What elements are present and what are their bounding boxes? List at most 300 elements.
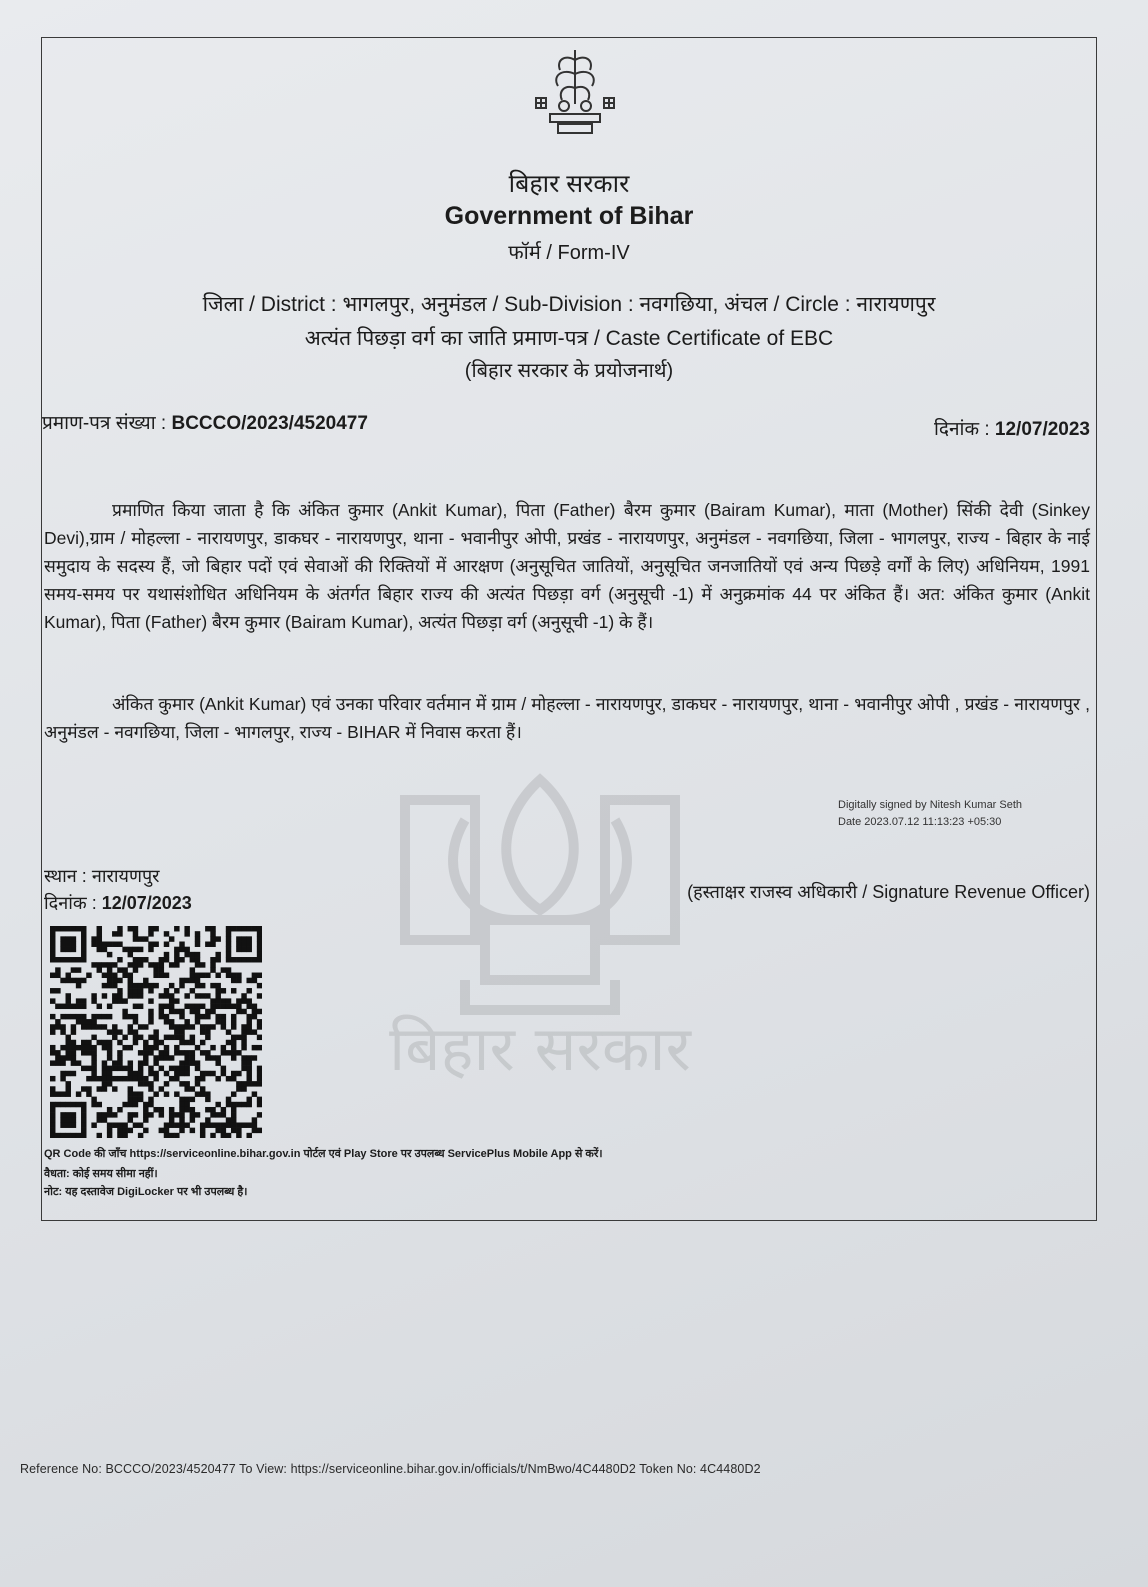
- qr-module: [138, 983, 143, 988]
- qr-module: [60, 1045, 65, 1050]
- qr-module: [210, 1122, 215, 1127]
- certificate-number: [42, 409, 368, 435]
- qr-module: [97, 1117, 102, 1122]
- qr-module: [164, 993, 169, 998]
- qr-module: [71, 967, 76, 972]
- qr-module: [128, 1086, 133, 1091]
- qr-module: [153, 1055, 158, 1060]
- qr-module: [60, 1133, 65, 1138]
- qr-module: [215, 993, 220, 998]
- qr-module: [190, 1128, 195, 1133]
- qr-module: [60, 1029, 65, 1034]
- qr-module: [66, 1102, 71, 1107]
- qr-module: [128, 952, 133, 957]
- qr-module: [231, 988, 236, 993]
- qr-module: [107, 1107, 112, 1112]
- qr-module: [133, 1004, 138, 1009]
- qr-module: [246, 1055, 251, 1060]
- qr-module: [112, 998, 117, 1003]
- qr-module: [148, 1102, 153, 1107]
- qr-module: [112, 1024, 117, 1029]
- qr-module: [60, 1024, 65, 1029]
- qr-module: [252, 1055, 257, 1060]
- qr-module: [200, 993, 205, 998]
- qr-module: [200, 1128, 205, 1133]
- qr-module: [107, 1112, 112, 1117]
- qr-module: [257, 993, 262, 998]
- qr-module: [231, 1076, 236, 1081]
- qr-module: [76, 957, 81, 962]
- government-name-hindi: बिहार सरकार: [508, 170, 630, 198]
- qr-module: [86, 1040, 91, 1045]
- qr-module: [174, 947, 179, 952]
- qr-module: [112, 1112, 117, 1117]
- qr-module: [91, 1071, 96, 1076]
- qr-module: [257, 926, 262, 931]
- qr-module: [128, 988, 133, 993]
- qr-module: [195, 1019, 200, 1024]
- qr-module: [184, 1107, 189, 1112]
- qr-module: [102, 1071, 107, 1076]
- qr-module: [66, 998, 71, 1003]
- qr-module: [91, 998, 96, 1003]
- qr-module: [190, 1117, 195, 1122]
- qr-module: [200, 962, 205, 967]
- qr-module: [148, 1014, 153, 1019]
- qr-module: [226, 973, 231, 978]
- qr-module: [195, 931, 200, 936]
- qr-module: [190, 973, 195, 978]
- qr-module: [241, 936, 246, 941]
- qr-module: [128, 1097, 133, 1102]
- qr-module: [117, 1066, 122, 1071]
- qr-module: [174, 1009, 179, 1014]
- qr-module: [236, 1128, 241, 1133]
- qr-module: [159, 1086, 164, 1091]
- qr-module: [102, 1086, 107, 1091]
- qr-module: [128, 983, 133, 988]
- qr-module: [107, 1122, 112, 1127]
- qr-module: [71, 1133, 76, 1138]
- qr-module: [76, 1014, 81, 1019]
- qr-module: [122, 973, 127, 978]
- qr-module: [174, 1076, 179, 1081]
- qr-module: [148, 1112, 153, 1117]
- qr-module: [221, 1107, 226, 1112]
- qr-module: [50, 931, 55, 936]
- qr-module: [97, 1102, 102, 1107]
- qr-module: [107, 952, 112, 957]
- qr-module: [76, 998, 81, 1003]
- qr-module: [112, 973, 117, 978]
- qr-module: [91, 1024, 96, 1029]
- qr-module: [215, 998, 220, 1003]
- qr-module: [257, 931, 262, 936]
- qr-module: [200, 1014, 205, 1019]
- qr-module: [221, 1045, 226, 1050]
- qr-module: [107, 1004, 112, 1009]
- qr-module: [117, 957, 122, 962]
- qr-module: [91, 1122, 96, 1127]
- qr-module: [148, 1009, 153, 1014]
- qr-module: [60, 1076, 65, 1081]
- qr-module: [236, 1102, 241, 1107]
- digilocker-note: नोट: यह दस्तावेज DigiLocker पर भी उपलब्ध है।: [44, 1186, 248, 1198]
- qr-module: [55, 1050, 60, 1055]
- qr-module: [226, 1029, 231, 1034]
- qr-module: [153, 1091, 158, 1096]
- qr-module: [195, 952, 200, 957]
- government-name-english: Government of Bihar: [444, 202, 694, 230]
- qr-module: [71, 978, 76, 983]
- qr-module: [117, 1107, 122, 1112]
- qr-module: [71, 1050, 76, 1055]
- certificate-number-value: BCCCO/2023/4520477: [171, 413, 368, 434]
- watermark-text: बिहार सरकार: [389, 1012, 691, 1085]
- qr-module: [231, 1071, 236, 1076]
- qr-module: [97, 967, 102, 972]
- qr-module: [205, 926, 210, 931]
- qr-module: [231, 1112, 236, 1117]
- qr-module: [50, 1128, 55, 1133]
- qr-module: [205, 1055, 210, 1060]
- qr-module: [71, 947, 76, 952]
- qr-module: [174, 1071, 179, 1076]
- qr-module: [148, 942, 153, 947]
- qr-module: [71, 1045, 76, 1050]
- certificate-body-paragraph-2: अंकित कुमार (Ankit Kumar) एवं उनका परिवार वर्तमान में ग्राम / मोहल्ला - नारायणपुर, डाकघर - नारायणपुर, थाना - भवानीपुर ओपी , प्रखंड - नारायणपुर , अनुमंडल - नवगछिया, जिला - भागलपुर, राज्य - BIHAR में निवास करता हैं।: [44, 694, 1090, 742]
- qr-module: [159, 962, 164, 967]
- qr-module: [102, 1045, 107, 1050]
- qr-module: [76, 1045, 81, 1050]
- qr-module: [117, 1055, 122, 1060]
- qr-module: [91, 993, 96, 998]
- qr-module: [71, 1102, 76, 1107]
- qr-module: [174, 957, 179, 962]
- qr-module: [86, 1076, 91, 1081]
- qr-module: [97, 1076, 102, 1081]
- qr-module: [231, 1117, 236, 1122]
- qr-module: [210, 1055, 215, 1060]
- qr-module: [50, 957, 55, 962]
- qr-module: [153, 1045, 158, 1050]
- qr-module: [241, 1086, 246, 1091]
- qr-module: [221, 967, 226, 972]
- qr-module: [50, 1050, 55, 1055]
- qr-module: [91, 1055, 96, 1060]
- qr-module: [66, 947, 71, 952]
- place-line: [44, 864, 160, 888]
- qr-module: [128, 1024, 133, 1029]
- qr-module: [148, 947, 153, 952]
- qr-module: [215, 1128, 220, 1133]
- qr-module: [195, 1060, 200, 1065]
- qr-module: [246, 1004, 251, 1009]
- qr-module: [50, 1122, 55, 1127]
- place-date-line: [44, 891, 192, 915]
- qr-module: [76, 967, 81, 972]
- qr-module: [102, 1117, 107, 1122]
- qr-module: [50, 1060, 55, 1065]
- qr-module: [117, 931, 122, 936]
- qr-module: [210, 1004, 215, 1009]
- qr-module: [226, 998, 231, 1003]
- qr-module: [236, 978, 241, 983]
- qr-module: [205, 1107, 210, 1112]
- qr-module: [179, 1128, 184, 1133]
- qr-module: [246, 1066, 251, 1071]
- place-date-label: दिनांक :: [44, 893, 97, 913]
- qr-module: [205, 1097, 210, 1102]
- qr-module: [91, 1066, 96, 1071]
- qr-module: [66, 1050, 71, 1055]
- qr-module: [164, 1091, 169, 1096]
- qr-module: [122, 1133, 127, 1138]
- qr-module: [190, 1112, 195, 1117]
- qr-module: [122, 998, 127, 1003]
- qr-module: [76, 1019, 81, 1024]
- qr-module: [205, 1091, 210, 1096]
- qr-module: [50, 1091, 55, 1096]
- qr-module: [236, 957, 241, 962]
- qr-module: [169, 1009, 174, 1014]
- qr-module: [133, 926, 138, 931]
- reference-line: Reference No: BCCCO/2023/4520477 To View: https://serviceonline.bihar.gov.in/officials/t/NmBwo/4C4480D2 Token No: 4C4480D2: [20, 1462, 761, 1476]
- qr-module: [50, 1076, 55, 1081]
- qr-module: [66, 936, 71, 941]
- qr-module: [86, 1019, 91, 1024]
- qr-module: [71, 1024, 76, 1029]
- qr-module: [81, 1040, 86, 1045]
- qr-module: [184, 952, 189, 957]
- certificate-title: अत्यंत पिछड़ा वर्ग का जाति प्रमाण-पत्र / Caste Certificate of EBC: [304, 327, 834, 350]
- qr-module: [195, 973, 200, 978]
- qr-module: [60, 1060, 65, 1065]
- qr-module: [50, 998, 55, 1003]
- qr-module: [81, 1133, 86, 1138]
- qr-module: [174, 998, 179, 1003]
- qr-module: [226, 1050, 231, 1055]
- qr-module: [81, 936, 86, 941]
- qr-module: [241, 1024, 246, 1029]
- qr-module: [226, 947, 231, 952]
- qr-module: [179, 1102, 184, 1107]
- qr-module: [169, 1019, 174, 1024]
- qr-module: [226, 1004, 231, 1009]
- qr-module: [133, 967, 138, 972]
- qr-module: [107, 1029, 112, 1034]
- qr-module: [205, 1117, 210, 1122]
- qr-module: [133, 936, 138, 941]
- qr-module: [133, 1019, 138, 1024]
- qr-module: [236, 1004, 241, 1009]
- qr-module: [252, 1029, 257, 1034]
- qr-module: [164, 1014, 169, 1019]
- qr-module: [164, 952, 169, 957]
- qr-module: [179, 1066, 184, 1071]
- qr-module: [128, 973, 133, 978]
- qr-module: [107, 1045, 112, 1050]
- qr-module: [128, 993, 133, 998]
- qr-module: [86, 1091, 91, 1096]
- qr-module: [128, 1029, 133, 1034]
- qr-module: [128, 1117, 133, 1122]
- qr-module: [174, 1122, 179, 1127]
- qr-module: [122, 1102, 127, 1107]
- qr-module: [50, 988, 55, 993]
- qr-module: [55, 973, 60, 978]
- qr-module: [231, 973, 236, 978]
- qr-module: [169, 998, 174, 1003]
- qr-module: [66, 1112, 71, 1117]
- qr-module: [81, 1112, 86, 1117]
- qr-module: [50, 1024, 55, 1029]
- qr-module: [55, 1004, 60, 1009]
- qr-module: [221, 1014, 226, 1019]
- qr-module: [169, 936, 174, 941]
- qr-module: [174, 1112, 179, 1117]
- qr-module: [55, 988, 60, 993]
- qr-module: [226, 931, 231, 936]
- digital-signature-date: Date 2023.07.12 11:13:23 +05:30: [838, 816, 1002, 828]
- qr-module: [117, 1050, 122, 1055]
- qr-module: [81, 1122, 86, 1127]
- qr-module: [231, 1128, 236, 1133]
- qr-module: [55, 967, 60, 972]
- qr-module: [91, 1050, 96, 1055]
- qr-module: [133, 1122, 138, 1127]
- qr-module: [153, 1060, 158, 1065]
- qr-module: [210, 942, 215, 947]
- qr-module: [241, 1045, 246, 1050]
- qr-module: [241, 947, 246, 952]
- verification-qr-code[interactable]: [50, 926, 262, 1138]
- qr-module: [133, 1035, 138, 1040]
- qr-module: [184, 1019, 189, 1024]
- qr-module: [159, 1112, 164, 1117]
- qr-module: [128, 1112, 133, 1117]
- qr-module: [184, 1040, 189, 1045]
- qr-module: [128, 1066, 133, 1071]
- qr-module: [81, 957, 86, 962]
- qr-module: [133, 1029, 138, 1034]
- qr-module: [246, 1060, 251, 1065]
- qr-module: [252, 1081, 257, 1086]
- qr-module: [107, 1081, 112, 1086]
- qr-module: [164, 1004, 169, 1009]
- qr-module: [60, 1102, 65, 1107]
- qr-module: [133, 1071, 138, 1076]
- qr-module: [122, 1076, 127, 1081]
- qr-module: [184, 1055, 189, 1060]
- qr-module: [50, 1133, 55, 1138]
- qr-module: [246, 957, 251, 962]
- qr-module: [221, 1066, 226, 1071]
- qr-module: [138, 1035, 143, 1040]
- bihar-emblem-watermark: [345, 760, 735, 1090]
- qr-module: [133, 1112, 138, 1117]
- qr-module: [128, 926, 133, 931]
- qr-module: [236, 1035, 241, 1040]
- qr-module: [190, 1050, 195, 1055]
- qr-module: [143, 978, 148, 983]
- qr-module: [164, 1035, 169, 1040]
- qr-module: [128, 1060, 133, 1065]
- qr-module: [246, 942, 251, 947]
- qr-module: [60, 1004, 65, 1009]
- qr-module: [81, 1024, 86, 1029]
- qr-module: [133, 1040, 138, 1045]
- qr-module: [122, 1035, 127, 1040]
- qr-module: [246, 1102, 251, 1107]
- qr-module: [71, 1014, 76, 1019]
- qr-module: [241, 1122, 246, 1127]
- qr-module: [215, 988, 220, 993]
- qr-module: [112, 1029, 117, 1034]
- qr-module: [169, 983, 174, 988]
- qr-module: [122, 1009, 127, 1014]
- qr-module: [190, 952, 195, 957]
- qr-module: [246, 1076, 251, 1081]
- qr-module: [195, 983, 200, 988]
- qr-module: [66, 926, 71, 931]
- qr-module: [50, 1086, 55, 1091]
- qr-module: [236, 1086, 241, 1091]
- qr-module: [210, 1009, 215, 1014]
- qr-module: [76, 1102, 81, 1107]
- qr-module: [148, 1035, 153, 1040]
- qr-module: [128, 1102, 133, 1107]
- qr-module: [143, 936, 148, 941]
- qr-module: [128, 947, 133, 952]
- qr-module: [195, 1045, 200, 1050]
- qr-module: [190, 1004, 195, 1009]
- qr-module: [102, 1060, 107, 1065]
- qr-module: [179, 1097, 184, 1102]
- qr-module: [184, 1081, 189, 1086]
- qr-module: [71, 1040, 76, 1045]
- qr-module: [190, 1086, 195, 1091]
- qr-module: [252, 1122, 257, 1127]
- qr-module: [190, 1055, 195, 1060]
- qr-module: [184, 931, 189, 936]
- qr-module: [133, 962, 138, 967]
- qr-module: [76, 983, 81, 988]
- qr-module: [246, 978, 251, 983]
- qr-module: [252, 973, 257, 978]
- qr-module: [174, 1066, 179, 1071]
- qr-module: [143, 1076, 148, 1081]
- qr-module: [153, 1071, 158, 1076]
- qr-module: [81, 1086, 86, 1091]
- qr-module: [159, 957, 164, 962]
- qr-module: [148, 1086, 153, 1091]
- qr-module: [210, 962, 215, 967]
- qr-module: [50, 1014, 55, 1019]
- qr-module: [133, 993, 138, 998]
- qr-module: [236, 1050, 241, 1055]
- qr-module: [205, 1122, 210, 1127]
- qr-module: [138, 993, 143, 998]
- qr-module: [257, 936, 262, 941]
- qr-module: [159, 1040, 164, 1045]
- qr-module: [169, 1117, 174, 1122]
- qr-module: [71, 936, 76, 941]
- qr-module: [226, 957, 231, 962]
- qr-module: [221, 1004, 226, 1009]
- qr-module: [143, 1107, 148, 1112]
- qr-module: [159, 973, 164, 978]
